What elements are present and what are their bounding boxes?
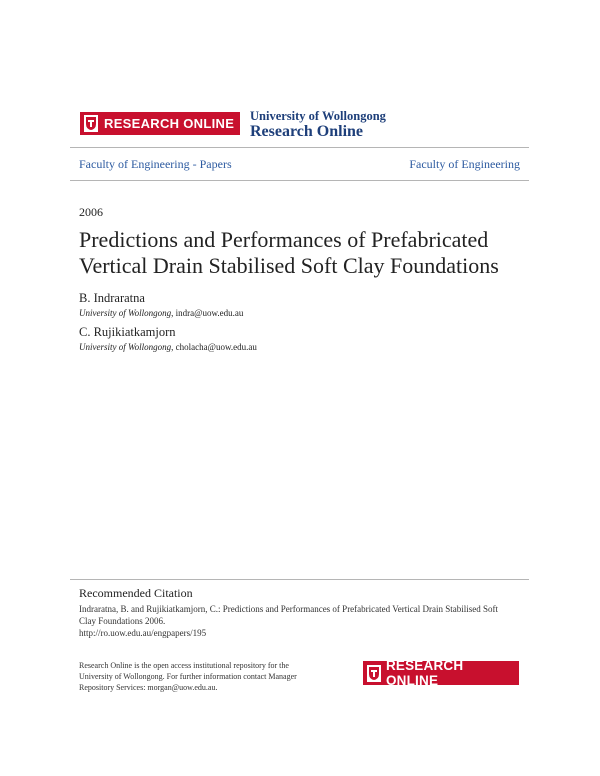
divider: [70, 579, 529, 580]
logo-text: RESEARCH ONLINE: [385, 658, 464, 688]
author-name: B. Indraratna: [79, 291, 145, 305]
author-entry: [79, 325, 257, 352]
recommended-citation-heading: Recommended Citation: [79, 586, 193, 600]
affiliation-name: University of Wollongong: [79, 308, 172, 318]
faculty-link[interactable]: Faculty of Engineering: [409, 157, 520, 171]
notice-line: University of Wollongong. For further information contact Manager: [79, 672, 297, 681]
uow-crest-icon: [84, 115, 98, 132]
research-online-logo: [80, 112, 240, 135]
logo-text: RESEARCH ONLINE: [104, 116, 235, 131]
affiliation-name: University of Wollongong: [79, 342, 172, 352]
author-entry: [79, 291, 243, 318]
faculty-papers-link[interactable]: Faculty of Engineering - Papers: [79, 157, 232, 171]
notice-line: Repository Services: morgan@uow.edu.au.: [79, 683, 218, 692]
citation-body: Indraratna, B. and Rujikiatkamjorn, C.: Predictions and Performances of Prefabricated Vertical Drain Stabilised Soft Clay Foundations 2006.: [79, 604, 498, 626]
citation-url[interactable]: http://ro.uow.edu.au/engpapers/195: [79, 628, 207, 638]
university-name[interactable]: University of Wollongong: [250, 109, 386, 123]
repository-notice: [79, 660, 309, 693]
repository-name[interactable]: Research Online: [250, 123, 364, 140]
uow-crest-icon: [367, 665, 381, 682]
author-email[interactable]: , cholacha@uow.edu.au: [171, 342, 257, 352]
author-affiliation: [79, 308, 243, 318]
publication-year: 2006: [79, 205, 103, 219]
author-affiliation: [79, 342, 257, 352]
divider: [70, 180, 529, 181]
university-header: [250, 109, 386, 141]
divider: [70, 147, 529, 148]
paper-title: Predictions and Performances of Prefabricated Vertical Drain Stabilised Soft Clay Foundations: [79, 227, 499, 278]
author-email[interactable]: , indra@uow.edu.au: [171, 308, 244, 318]
author-name: C. Rujikiatkamjorn: [79, 325, 176, 339]
notice-line: Research Online is the open access institutional repository for the: [79, 661, 289, 670]
research-online-logo: [363, 658, 519, 688]
citation-text: [79, 603, 509, 639]
